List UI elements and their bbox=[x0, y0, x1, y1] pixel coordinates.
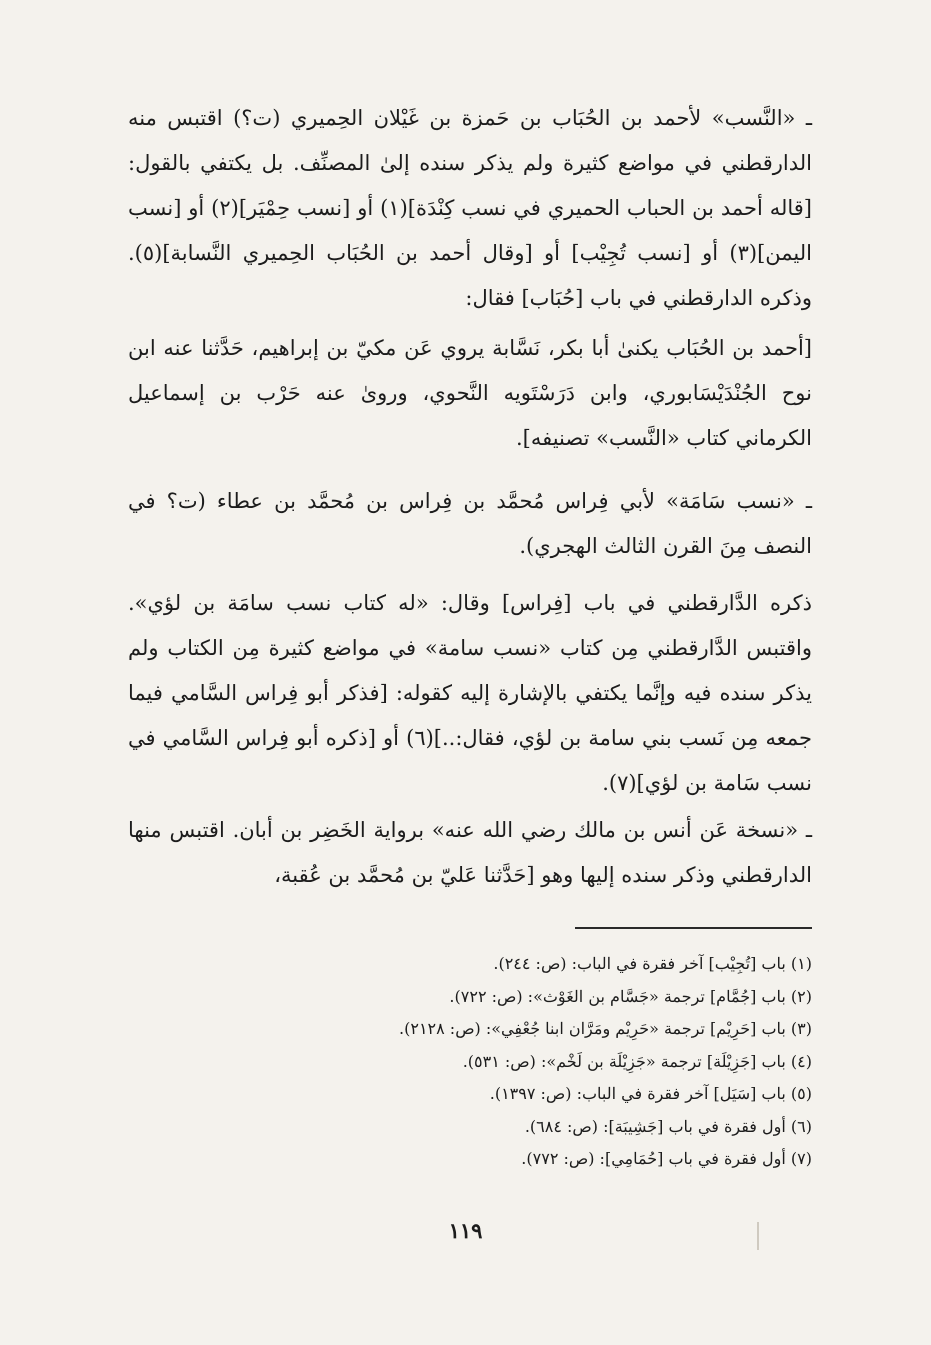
footnote-7: (٧) أول فقرة في باب [حُمَامِي]: (ص: ٧٧٢). bbox=[521, 1149, 812, 1168]
footnote-2: (٢) باب [جُمَّام] ترجمة «جَسَّام بن الغَوْث»: (ص: ٧٢٢). bbox=[449, 986, 812, 1006]
paragraph-daraqutni-quotes-sama: ذكره الدَّارقطني في باب [فِراس] وقال: «له كتاب نسب سامَة بن لؤي». واقتبس الدَّارقطني مِن كتاب «نسب سامة» في مواضع كثيرة مِن الكتاب ولم يذكر سنده فيه وإنَّما يكتفي بالإشارة إليه كقوله: [فذكر أبو فِراس السَّامي فيما جمعه مِن نَسب بني سامة بن لؤي، فقال:..](٦) أو [ذكره أبو فِراس السَّامي في نسب سَامة بن لؤي](٧). bbox=[128, 591, 812, 795]
footnote-3: (٣) باب [حَرِيْم] ترجمة «حَرِيْم ومَرَّان ابنا جُعْفِي»: (ص: ٢١٢٨). bbox=[399, 1019, 812, 1038]
footnote-divider bbox=[575, 927, 812, 929]
page-number: ١١٩ bbox=[448, 1218, 483, 1243]
footnote-1: (١) باب [تُجِيْب] آخر فقرة في الباب: (ص: ٢٤٤). bbox=[493, 954, 812, 973]
scan-margin-mark bbox=[757, 1222, 759, 1250]
entry-nuskha-anas: ـ «نسخة عَن أنس بن مالك رضي الله عنه» برواية الخَضِر بن أبان. اقتبس منها الدارقطني وذكر سنده إليها وهو [حَدَّثنا عَليّ بن مُحمَّد بن عُقبة، bbox=[128, 818, 812, 887]
footnote-6: (٦) أول فقرة في باب [جَشِيبَة]: (ص: ٦٨٤). bbox=[524, 1116, 812, 1136]
footnotes-list bbox=[128, 948, 812, 1176]
entry-nasab-ahmad-ibn-hubab: ـ «النَّسب» لأحمد بن الحُبَاب بن حَمزة بن غَيْلان الحِميري (ت؟) اقتبس منه الدارقطني في مواضع كثيرة ولم يذكر سنده إلىٰ المصنِّف. بل يكتفي بالقول: [قاله أحمد بن الحباب الحميري في نسب كِنْدَة](١) أو [نسب حِمْيَر](٢) أو [نسب اليمن](٣) أو [نسب تُجِيْب] أو [وقال أحمد بن الحُبَاب الحِميري النَّسابة](٥). وذكره الدارقطني في باب [حُبَاب] فقال: bbox=[128, 106, 812, 310]
entry-nasab-sama: ـ «نسب سَامَة» لأبي فِراس مُحمَّد بن فِراس بن مُحمَّد بن عطاء (ت؟ في النصف مِنَ القرن الثالث الهجري). bbox=[128, 489, 812, 558]
footnote-4: (٤) باب [جَزِيْلَة] ترجمة «جَزِيْلَة بن لَخْم»: (ص: ٥٣١). bbox=[462, 1051, 812, 1071]
quote-ahmad-ibn-hubab: [أحمد بن الحُبَاب يكنىٰ أبا بكر، نَسَّابة يروي عَن مكيّ بن إبراهيم، حَدَّثنا عنه ابن نوح الجُنْدَيْسَابوري، وابن دَرَسْتَويه النَّحوي، وروىٰ عنه حَرْب بن إسماعيل الكرماني كتاب «النَّسب» تصنيفه]. bbox=[128, 336, 812, 450]
footnote-5: (٥) باب [سَيَل] آخر فقرة في الباب: (ص: ١٣٩٧). bbox=[489, 1084, 812, 1103]
